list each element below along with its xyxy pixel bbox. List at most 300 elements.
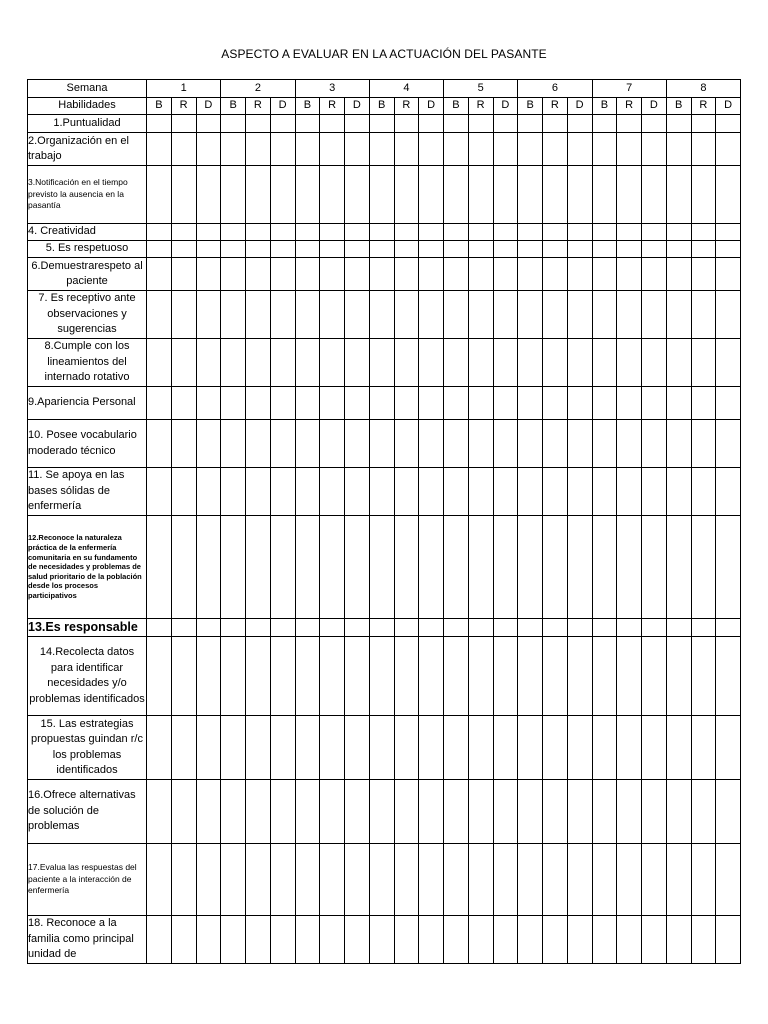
rating-cell[interactable] [246,115,271,133]
rating-cell[interactable] [394,339,419,387]
rating-cell[interactable] [691,166,716,224]
rating-cell[interactable] [468,516,493,619]
rating-cell[interactable] [419,115,444,133]
rating-cell[interactable] [147,844,172,916]
rating-cell[interactable] [567,844,592,916]
rating-cell[interactable] [419,637,444,716]
rating-cell[interactable] [270,224,295,241]
rating-cell[interactable] [444,258,469,291]
rating-cell[interactable] [592,516,617,619]
rating-cell[interactable] [468,339,493,387]
rating-cell[interactable] [592,133,617,166]
rating-cell[interactable] [345,637,370,716]
rating-cell[interactable] [691,224,716,241]
rating-cell[interactable] [468,387,493,420]
rating-cell[interactable] [196,619,221,637]
rating-cell[interactable] [617,224,642,241]
rating-cell[interactable] [617,133,642,166]
rating-cell[interactable] [493,387,518,420]
rating-cell[interactable] [444,241,469,258]
rating-cell[interactable] [394,224,419,241]
rating-cell[interactable] [666,619,691,637]
rating-cell[interactable] [196,133,221,166]
rating-cell[interactable] [320,619,345,637]
rating-cell[interactable] [320,637,345,716]
rating-cell[interactable] [270,468,295,516]
rating-cell[interactable] [691,619,716,637]
rating-cell[interactable] [147,115,172,133]
rating-cell[interactable] [369,516,394,619]
rating-cell[interactable] [147,780,172,844]
rating-cell[interactable] [444,780,469,844]
rating-cell[interactable] [221,166,246,224]
rating-cell[interactable] [345,716,370,780]
rating-cell[interactable] [567,224,592,241]
rating-cell[interactable] [493,516,518,619]
rating-cell[interactable] [345,516,370,619]
rating-cell[interactable] [270,133,295,166]
rating-cell[interactable] [147,224,172,241]
rating-cell[interactable] [617,716,642,780]
rating-cell[interactable] [196,166,221,224]
rating-cell[interactable] [320,291,345,339]
rating-cell[interactable] [246,468,271,516]
rating-cell[interactable] [642,637,667,716]
rating-cell[interactable] [171,780,196,844]
rating-cell[interactable] [468,291,493,339]
rating-cell[interactable] [171,339,196,387]
rating-cell[interactable] [369,224,394,241]
rating-cell[interactable] [369,637,394,716]
rating-cell[interactable] [270,115,295,133]
rating-cell[interactable] [196,339,221,387]
rating-cell[interactable] [419,780,444,844]
rating-cell[interactable] [295,468,320,516]
rating-cell[interactable] [468,716,493,780]
rating-cell[interactable] [295,387,320,420]
rating-cell[interactable] [444,166,469,224]
rating-cell[interactable] [617,166,642,224]
rating-cell[interactable] [642,716,667,780]
rating-cell[interactable] [493,716,518,780]
rating-cell[interactable] [716,516,741,619]
rating-cell[interactable] [468,166,493,224]
rating-cell[interactable] [691,258,716,291]
rating-cell[interactable] [642,468,667,516]
rating-cell[interactable] [444,619,469,637]
rating-cell[interactable] [691,637,716,716]
rating-cell[interactable] [592,780,617,844]
rating-cell[interactable] [666,339,691,387]
rating-cell[interactable] [543,224,568,241]
rating-cell[interactable] [394,468,419,516]
rating-cell[interactable] [617,258,642,291]
rating-cell[interactable] [691,468,716,516]
rating-cell[interactable] [221,420,246,468]
rating-cell[interactable] [196,468,221,516]
rating-cell[interactable] [716,224,741,241]
rating-cell[interactable] [567,115,592,133]
rating-cell[interactable] [369,716,394,780]
rating-cell[interactable] [691,339,716,387]
rating-cell[interactable] [617,387,642,420]
rating-cell[interactable] [295,844,320,916]
rating-cell[interactable] [691,780,716,844]
rating-cell[interactable] [295,619,320,637]
rating-cell[interactable] [196,224,221,241]
rating-cell[interactable] [171,619,196,637]
rating-cell[interactable] [369,844,394,916]
rating-cell[interactable] [419,133,444,166]
rating-cell[interactable] [617,241,642,258]
rating-cell[interactable] [196,780,221,844]
rating-cell[interactable] [592,716,617,780]
rating-cell[interactable] [592,291,617,339]
rating-cell[interactable] [394,258,419,291]
rating-cell[interactable] [320,468,345,516]
rating-cell[interactable] [691,420,716,468]
rating-cell[interactable] [592,224,617,241]
rating-cell[interactable] [518,258,543,291]
rating-cell[interactable] [221,115,246,133]
rating-cell[interactable] [295,716,320,780]
rating-cell[interactable] [567,133,592,166]
rating-cell[interactable] [369,916,394,964]
rating-cell[interactable] [295,420,320,468]
rating-cell[interactable] [666,133,691,166]
rating-cell[interactable] [543,619,568,637]
rating-cell[interactable] [592,241,617,258]
rating-cell[interactable] [419,468,444,516]
rating-cell[interactable] [716,258,741,291]
rating-cell[interactable] [666,420,691,468]
rating-cell[interactable] [196,241,221,258]
rating-cell[interactable] [543,291,568,339]
rating-cell[interactable] [320,780,345,844]
rating-cell[interactable] [716,619,741,637]
rating-cell[interactable] [196,716,221,780]
rating-cell[interactable] [369,468,394,516]
rating-cell[interactable] [468,844,493,916]
rating-cell[interactable] [320,516,345,619]
rating-cell[interactable] [567,716,592,780]
rating-cell[interactable] [221,224,246,241]
rating-cell[interactable] [270,420,295,468]
rating-cell[interactable] [369,291,394,339]
rating-cell[interactable] [369,420,394,468]
rating-cell[interactable] [617,916,642,964]
rating-cell[interactable] [246,241,271,258]
rating-cell[interactable] [543,133,568,166]
rating-cell[interactable] [221,716,246,780]
rating-cell[interactable] [543,166,568,224]
rating-cell[interactable] [345,387,370,420]
rating-cell[interactable] [147,133,172,166]
rating-cell[interactable] [394,619,419,637]
rating-cell[interactable] [171,291,196,339]
rating-cell[interactable] [642,844,667,916]
rating-cell[interactable] [543,844,568,916]
rating-cell[interactable] [369,115,394,133]
rating-cell[interactable] [567,258,592,291]
rating-cell[interactable] [493,133,518,166]
rating-cell[interactable] [716,387,741,420]
rating-cell[interactable] [642,780,667,844]
rating-cell[interactable] [691,291,716,339]
rating-cell[interactable] [567,420,592,468]
rating-cell[interactable] [444,115,469,133]
rating-cell[interactable] [171,716,196,780]
rating-cell[interactable] [567,468,592,516]
rating-cell[interactable] [270,619,295,637]
rating-cell[interactable] [270,716,295,780]
rating-cell[interactable] [221,468,246,516]
rating-cell[interactable] [320,387,345,420]
rating-cell[interactable] [444,420,469,468]
rating-cell[interactable] [468,115,493,133]
rating-cell[interactable] [493,166,518,224]
rating-cell[interactable] [642,339,667,387]
rating-cell[interactable] [716,420,741,468]
rating-cell[interactable] [666,637,691,716]
rating-cell[interactable] [171,224,196,241]
rating-cell[interactable] [345,115,370,133]
rating-cell[interactable] [567,516,592,619]
rating-cell[interactable] [617,516,642,619]
rating-cell[interactable] [171,637,196,716]
rating-cell[interactable] [642,115,667,133]
rating-cell[interactable] [394,916,419,964]
rating-cell[interactable] [617,844,642,916]
rating-cell[interactable] [246,516,271,619]
rating-cell[interactable] [419,916,444,964]
rating-cell[interactable] [345,241,370,258]
rating-cell[interactable] [295,258,320,291]
rating-cell[interactable] [444,339,469,387]
rating-cell[interactable] [444,133,469,166]
rating-cell[interactable] [518,468,543,516]
rating-cell[interactable] [518,387,543,420]
rating-cell[interactable] [419,258,444,291]
rating-cell[interactable] [369,166,394,224]
rating-cell[interactable] [642,420,667,468]
rating-cell[interactable] [246,258,271,291]
rating-cell[interactable] [196,115,221,133]
rating-cell[interactable] [295,339,320,387]
rating-cell[interactable] [666,780,691,844]
rating-cell[interactable] [320,716,345,780]
rating-cell[interactable] [642,224,667,241]
rating-cell[interactable] [171,166,196,224]
rating-cell[interactable] [666,716,691,780]
rating-cell[interactable] [221,258,246,291]
rating-cell[interactable] [147,516,172,619]
rating-cell[interactable] [419,339,444,387]
rating-cell[interactable] [246,339,271,387]
rating-cell[interactable] [270,339,295,387]
rating-cell[interactable] [270,916,295,964]
rating-cell[interactable] [147,468,172,516]
rating-cell[interactable] [468,780,493,844]
rating-cell[interactable] [543,241,568,258]
rating-cell[interactable] [567,166,592,224]
rating-cell[interactable] [320,420,345,468]
rating-cell[interactable] [716,291,741,339]
rating-cell[interactable] [592,339,617,387]
rating-cell[interactable] [246,224,271,241]
rating-cell[interactable] [716,844,741,916]
rating-cell[interactable] [171,844,196,916]
rating-cell[interactable] [493,115,518,133]
rating-cell[interactable] [270,166,295,224]
rating-cell[interactable] [617,339,642,387]
rating-cell[interactable] [592,916,617,964]
rating-cell[interactable] [518,166,543,224]
rating-cell[interactable] [419,516,444,619]
rating-cell[interactable] [171,387,196,420]
rating-cell[interactable] [369,258,394,291]
rating-cell[interactable] [147,637,172,716]
rating-cell[interactable] [518,716,543,780]
rating-cell[interactable] [716,780,741,844]
rating-cell[interactable] [419,241,444,258]
rating-cell[interactable] [147,291,172,339]
rating-cell[interactable] [320,115,345,133]
rating-cell[interactable] [270,387,295,420]
rating-cell[interactable] [468,619,493,637]
rating-cell[interactable] [369,339,394,387]
rating-cell[interactable] [444,844,469,916]
rating-cell[interactable] [221,387,246,420]
rating-cell[interactable] [394,387,419,420]
rating-cell[interactable] [592,637,617,716]
rating-cell[interactable] [270,516,295,619]
rating-cell[interactable] [246,844,271,916]
rating-cell[interactable] [147,241,172,258]
rating-cell[interactable] [518,339,543,387]
rating-cell[interactable] [320,844,345,916]
rating-cell[interactable] [246,916,271,964]
rating-cell[interactable] [617,637,642,716]
rating-cell[interactable] [642,916,667,964]
rating-cell[interactable] [221,339,246,387]
rating-cell[interactable] [493,241,518,258]
rating-cell[interactable] [642,619,667,637]
rating-cell[interactable] [592,844,617,916]
rating-cell[interactable] [147,916,172,964]
rating-cell[interactable] [345,166,370,224]
rating-cell[interactable] [543,716,568,780]
rating-cell[interactable] [518,115,543,133]
rating-cell[interactable] [592,420,617,468]
rating-cell[interactable] [543,637,568,716]
rating-cell[interactable] [567,619,592,637]
rating-cell[interactable] [543,420,568,468]
rating-cell[interactable] [345,468,370,516]
rating-cell[interactable] [493,780,518,844]
rating-cell[interactable] [394,637,419,716]
rating-cell[interactable] [246,637,271,716]
rating-cell[interactable] [543,516,568,619]
rating-cell[interactable] [518,133,543,166]
rating-cell[interactable] [444,637,469,716]
rating-cell[interactable] [295,291,320,339]
rating-cell[interactable] [345,420,370,468]
rating-cell[interactable] [518,420,543,468]
rating-cell[interactable] [394,716,419,780]
rating-cell[interactable] [345,133,370,166]
rating-cell[interactable] [543,780,568,844]
rating-cell[interactable] [369,780,394,844]
rating-cell[interactable] [567,241,592,258]
rating-cell[interactable] [295,516,320,619]
rating-cell[interactable] [642,258,667,291]
rating-cell[interactable] [171,133,196,166]
rating-cell[interactable] [666,258,691,291]
rating-cell[interactable] [493,258,518,291]
rating-cell[interactable] [642,241,667,258]
rating-cell[interactable] [617,115,642,133]
rating-cell[interactable] [493,637,518,716]
rating-cell[interactable] [171,258,196,291]
rating-cell[interactable] [567,916,592,964]
rating-cell[interactable] [444,387,469,420]
rating-cell[interactable] [468,637,493,716]
rating-cell[interactable] [567,637,592,716]
rating-cell[interactable] [543,387,568,420]
rating-cell[interactable] [246,291,271,339]
rating-cell[interactable] [493,224,518,241]
rating-cell[interactable] [716,166,741,224]
rating-cell[interactable] [419,224,444,241]
rating-cell[interactable] [394,115,419,133]
rating-cell[interactable] [147,258,172,291]
rating-cell[interactable] [642,291,667,339]
rating-cell[interactable] [270,637,295,716]
rating-cell[interactable] [221,291,246,339]
rating-cell[interactable] [369,241,394,258]
rating-cell[interactable] [394,166,419,224]
rating-cell[interactable] [320,916,345,964]
rating-cell[interactable] [716,716,741,780]
rating-cell[interactable] [196,387,221,420]
rating-cell[interactable] [518,619,543,637]
rating-cell[interactable] [270,291,295,339]
rating-cell[interactable] [567,780,592,844]
rating-cell[interactable] [221,844,246,916]
rating-cell[interactable] [419,716,444,780]
rating-cell[interactable] [468,241,493,258]
rating-cell[interactable] [295,115,320,133]
rating-cell[interactable] [246,166,271,224]
rating-cell[interactable] [295,133,320,166]
rating-cell[interactable] [716,115,741,133]
rating-cell[interactable] [221,619,246,637]
rating-cell[interactable] [345,258,370,291]
rating-cell[interactable] [171,916,196,964]
rating-cell[interactable] [394,133,419,166]
rating-cell[interactable] [320,258,345,291]
rating-cell[interactable] [642,166,667,224]
rating-cell[interactable] [270,844,295,916]
rating-cell[interactable] [345,339,370,387]
rating-cell[interactable] [468,224,493,241]
rating-cell[interactable] [246,619,271,637]
rating-cell[interactable] [691,844,716,916]
rating-cell[interactable] [196,258,221,291]
rating-cell[interactable] [493,420,518,468]
rating-cell[interactable] [642,516,667,619]
